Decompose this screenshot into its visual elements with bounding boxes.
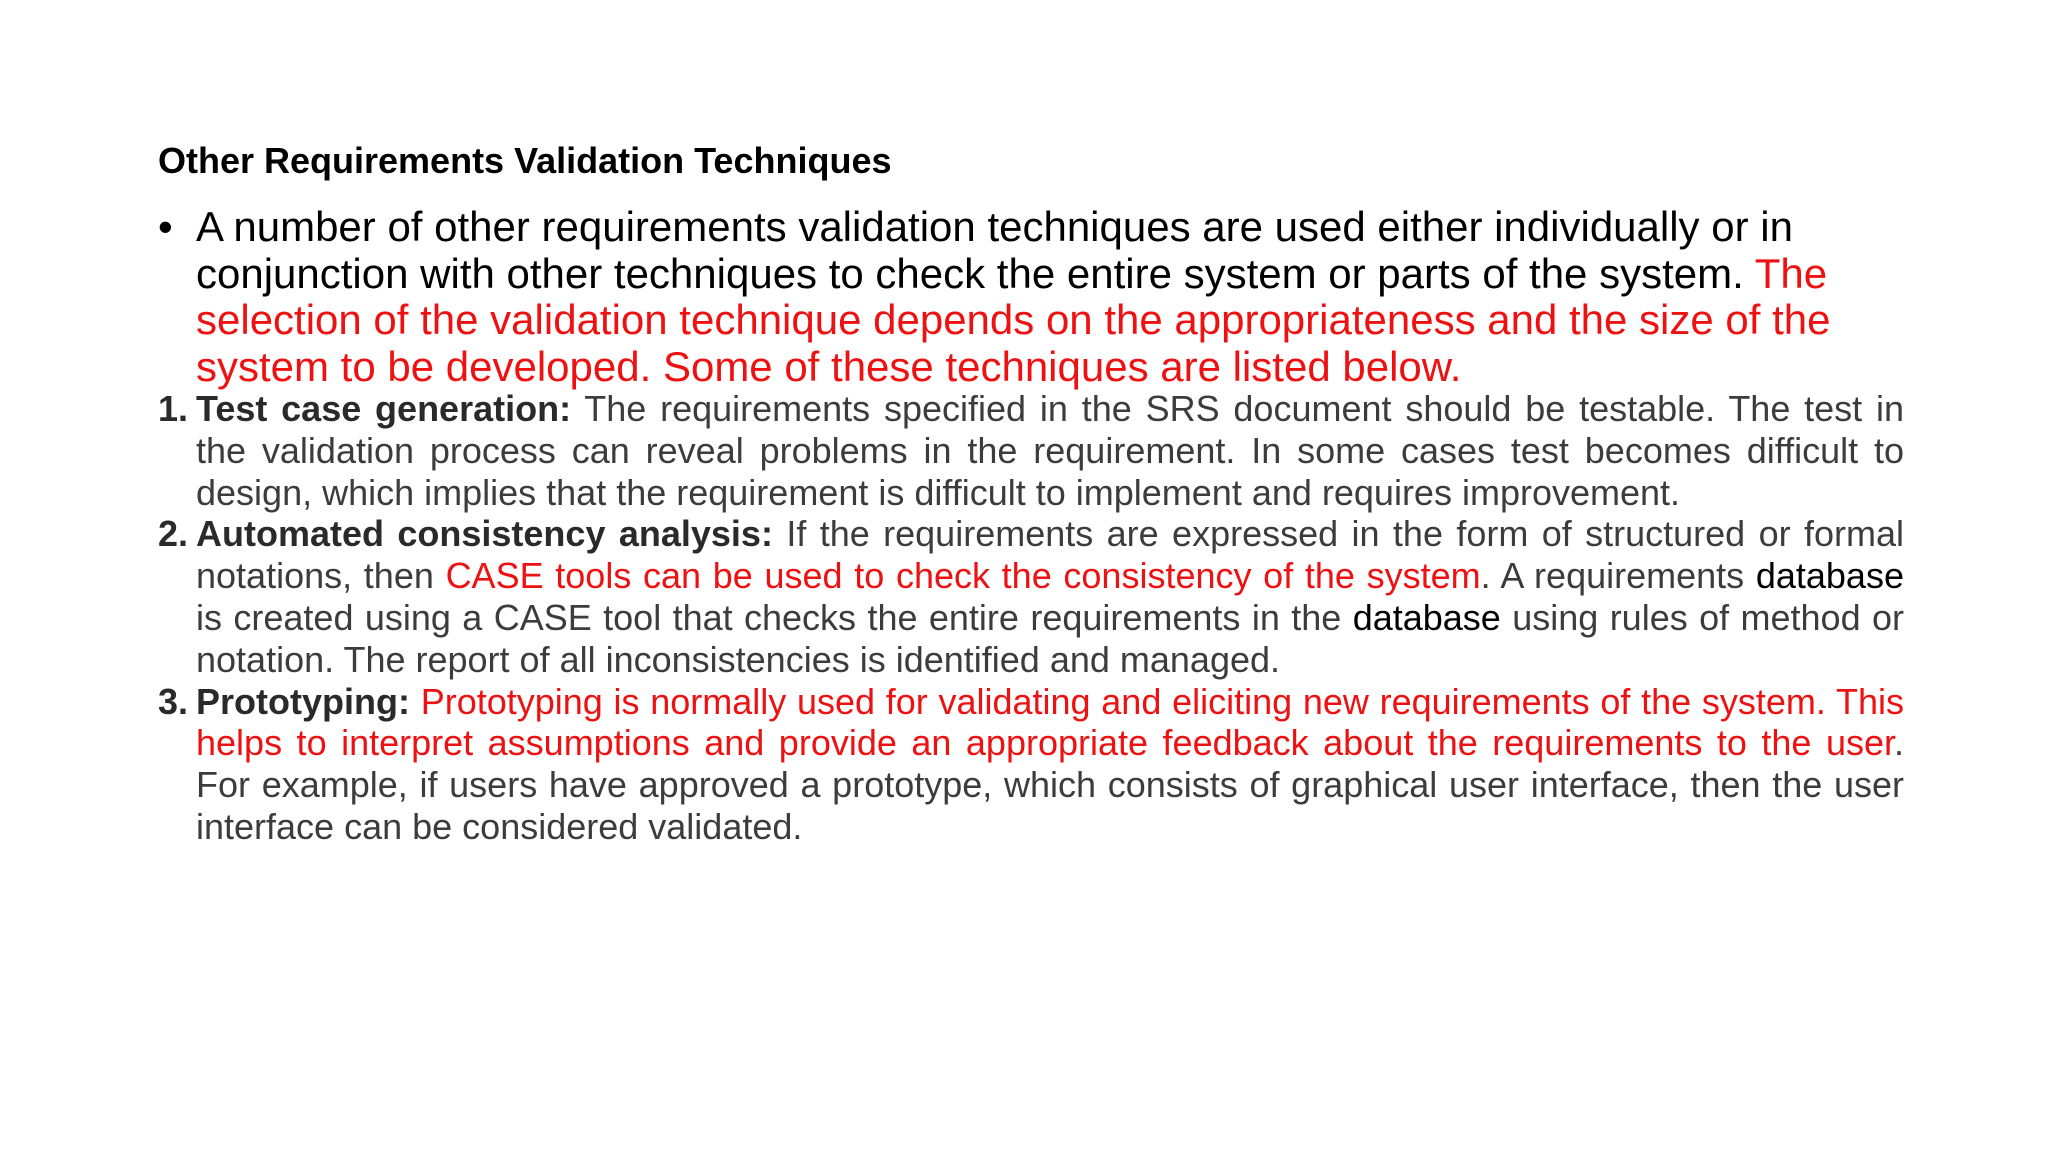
list-item-test-case-generation bbox=[158, 388, 1904, 513]
list-item-term: Test case generation: bbox=[196, 388, 572, 429]
list-item-description-part: is created using a CASE tool that checks the entire requirements in the bbox=[196, 596, 1342, 638]
list-item-prototyping bbox=[158, 681, 1904, 848]
techniques-list bbox=[158, 388, 1904, 848]
list-item-description: The requirements specified in the SRS document should be testable. The test in the validation process can reveal problems in the requirement. In some cases test becomes difficult to design, which implies that the requirement is difficult to implement and requires improvement. bbox=[196, 388, 1905, 513]
list-item-term: Prototyping: bbox=[196, 680, 410, 722]
list-item-description-part: . For example, if users have approved a prototype, which consists of graphical user interface, then the user interface can be considered validated. bbox=[196, 722, 1904, 847]
list-item-emphasis: database bbox=[1352, 596, 1501, 638]
intro-text-black: A number of other requirements validation techniques are used either individually or in conjunction with other techniques to check the entire system or parts of the system. bbox=[196, 203, 1793, 297]
bullet-dot-icon: • bbox=[158, 203, 173, 250]
list-item-text bbox=[196, 681, 1904, 848]
list-item-number: 3. bbox=[158, 680, 189, 722]
list-item-number: 1. bbox=[158, 388, 189, 429]
list-item-highlight: CASE tools can be used to check the consistency of the system bbox=[445, 555, 1481, 597]
intro-bullet-text bbox=[196, 204, 1898, 390]
list-item-text bbox=[196, 388, 1904, 513]
list-item-emphasis: database bbox=[1755, 555, 1904, 597]
list-item-text bbox=[196, 513, 1904, 680]
list-item-term: Automated consistency analysis: bbox=[196, 513, 773, 555]
intro-bullet bbox=[158, 204, 1898, 390]
list-item-automated-consistency-analysis bbox=[158, 513, 1904, 680]
list-item-highlight: Prototyping is normally used for validating and eliciting new requirements of the system. This helps to interpret assumptions and provide an appropriate feedback about the requirements to the user bbox=[196, 680, 1904, 764]
list-item-number: 2. bbox=[158, 513, 189, 555]
list-item-description-part: . A requirements bbox=[1480, 555, 1745, 597]
list-item-description-part: If the requirements are expressed in the form of structured or formal notations, then bbox=[196, 513, 1904, 597]
list-item-description-part: using rules of method or notation. The report of all inconsistencies is identified and managed. bbox=[196, 596, 1904, 680]
intro-text-red: The selection of the validation technique depends on the appropriateness and the size of the system to be developed. Some of these techniques are listed below. bbox=[196, 249, 1831, 390]
slide-title: Other Requirements Validation Techniques bbox=[158, 140, 892, 181]
